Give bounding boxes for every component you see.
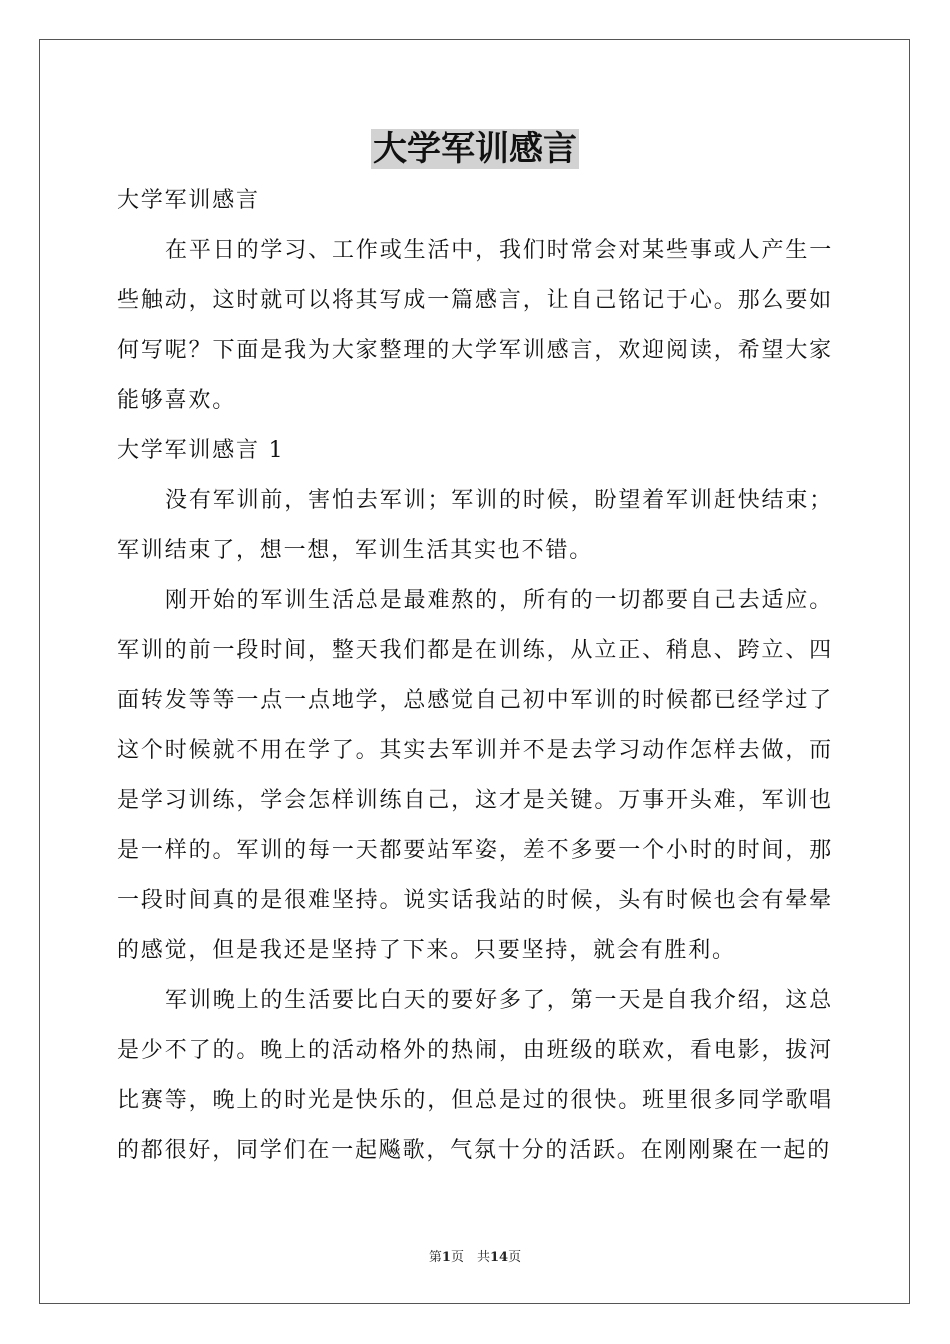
- footer-page-suffix: 页: [508, 1250, 522, 1265]
- footer-page-mid: 页 共: [450, 1250, 490, 1265]
- document-title-text: 大学军训感言: [373, 129, 577, 169]
- subtitle-paragraph: 大学军训感言: [117, 188, 260, 213]
- body-paragraph: 军训晚上的生活要比白天的要好多了，第一天是自我介绍，这总是少不了的。晚上的活动格外的热闹，由班级的联欢，看电影，拔河比赛等，晚上的时光是快乐的，但总是过的很快。班里很多同学歌唱的都很好，同学们在一起飚歌，气氛十分的活跃。在刚刚聚在一起的: [117, 988, 833, 1163]
- body-paragraph: 刚开始的军训生活总是最难熬的，所有的一切都要自己去适应。军训的前一段时间，整天我们都是在训练，从立正、稍息、跨立、四面转发等等一点一点地学，总感觉自己初中军训的时候都已经学过了这个时候就不用在学了。其实去军训并不是去学习动作怎样去做，而是学习训练，学会怎样训练自己，这才是关键。万事开头难，军训也是一样的。军训的每一天都要站军姿，差不多要一个小时的时间，那一段时间真的是很难坚持。说实话我站的时候，头有时候也会有晕晕的感觉，但是我还是坚持了下来。只要坚持，就会有胜利。: [117, 588, 833, 963]
- section-heading: 大学军训感言 1: [117, 438, 285, 463]
- footer-total-pages: 14: [489, 1250, 509, 1265]
- document-body: [117, 176, 833, 1176]
- body-paragraph: 没有军训前，害怕去军训；军训的时候，盼望着军训赶快结束；军训结束了，想一想，军训生活其实也不错。: [117, 488, 833, 563]
- footer-page-number: 1: [441, 1250, 451, 1265]
- intro-paragraph: 在平日的学习、工作或生活中，我们时常会对某些事或人产生一些触动，这时就可以将其写成一篇感言，让自己铭记于心。那么要如何写呢？下面是我为大家整理的大学军训感言，欢迎阅读，希望大家能够喜欢。: [117, 238, 833, 413]
- footer-page-prefix: 第: [428, 1250, 442, 1265]
- document-title: [0, 126, 950, 172]
- page-footer: [0, 1249, 950, 1267]
